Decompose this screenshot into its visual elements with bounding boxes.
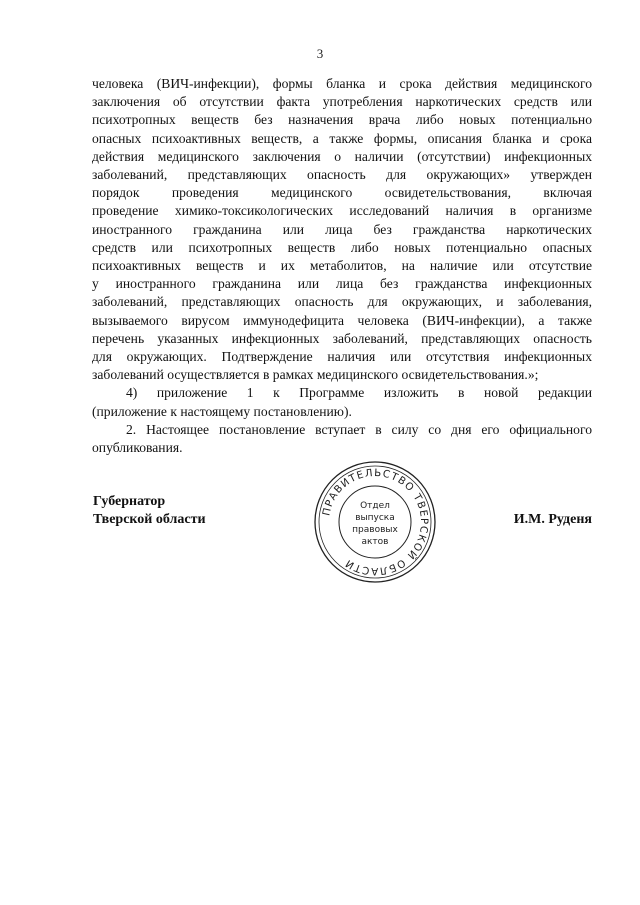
paragraph-item-2: 2. Настоящее постановление вступает в силу со дня его официального: [126, 421, 592, 437]
text-line: человека (ВИЧ-инфекции), формы бланка и срока действия медицинского: [92, 76, 592, 91]
text-line: психоактивных веществ и их метаболитов, на наличие или отсутствие: [92, 258, 592, 274]
text-line: для окружающих. Подтверждение наличия или отсутствия инфекционных: [92, 349, 592, 365]
official-stamp: [313, 460, 437, 584]
signatory-title-line: Губернатор: [93, 494, 166, 509]
text-line: заболеваний, представляющих опасность для окружающих» утвержден: [92, 167, 592, 183]
stamp-center-line: правовых: [352, 525, 398, 535]
signatory-name: И.М. Руденя: [513, 512, 592, 527]
stamp-center-line: выпуска: [355, 513, 395, 523]
text-line: опасных психоактивных веществ, а также формы, описания бланка и срока: [92, 130, 592, 146]
text-line: у иностранного гражданина или лица без гражданства инфекционных: [92, 276, 592, 292]
text-line: заболеваний, представляющих опасность для окружающих, и заболевания,: [92, 294, 592, 310]
body-text: [92, 75, 592, 457]
text-line: порядок проведения медицинского освидетельствования, включая: [92, 185, 592, 201]
stamp-ring-text: ПРАВИТЕЛЬСТВО ТВЕРСКОЙ ОБЛАСТИ: [321, 467, 430, 577]
page-number: 3: [316, 46, 324, 61]
text-line: опубликования.: [92, 440, 183, 456]
text-line: психотропных веществ без назначения врача либо новых потенциально: [92, 112, 592, 128]
text-line: иностранного гражданина или лица без гражданства наркотических: [92, 221, 592, 237]
stamp-center-line: Отдел: [360, 501, 390, 511]
stamp-center-line: актов: [361, 537, 389, 547]
text-line: вызываемого вирусом иммунодефицита человека (ВИЧ-инфекции), а также: [92, 312, 592, 328]
signatory-title-line: Тверской области: [93, 512, 206, 527]
text-line: средств или психотропных веществ либо новых потенциально опасных: [92, 239, 592, 255]
text-line: заболеваний осуществляется в рамках медицинского освидетельствования.»;: [92, 367, 539, 383]
paragraph-item-4: 4) приложение 1 к Программе изложить в новой редакции: [126, 385, 592, 401]
text-line: перечень указанных инфекционных заболеваний, представляющих опасность: [92, 330, 592, 346]
text-line: (приложение к настоящему постановлению).: [92, 403, 352, 419]
signatory-title: [93, 493, 206, 529]
text-line: проведение химико-токсикологических исследований наличия в организме: [92, 203, 592, 219]
text-line: заключения об отсутствии факта употребления наркотических средств или: [92, 94, 592, 110]
text-line: действия медицинского заключения о наличии (отсутствии) инфекционных: [92, 148, 592, 164]
